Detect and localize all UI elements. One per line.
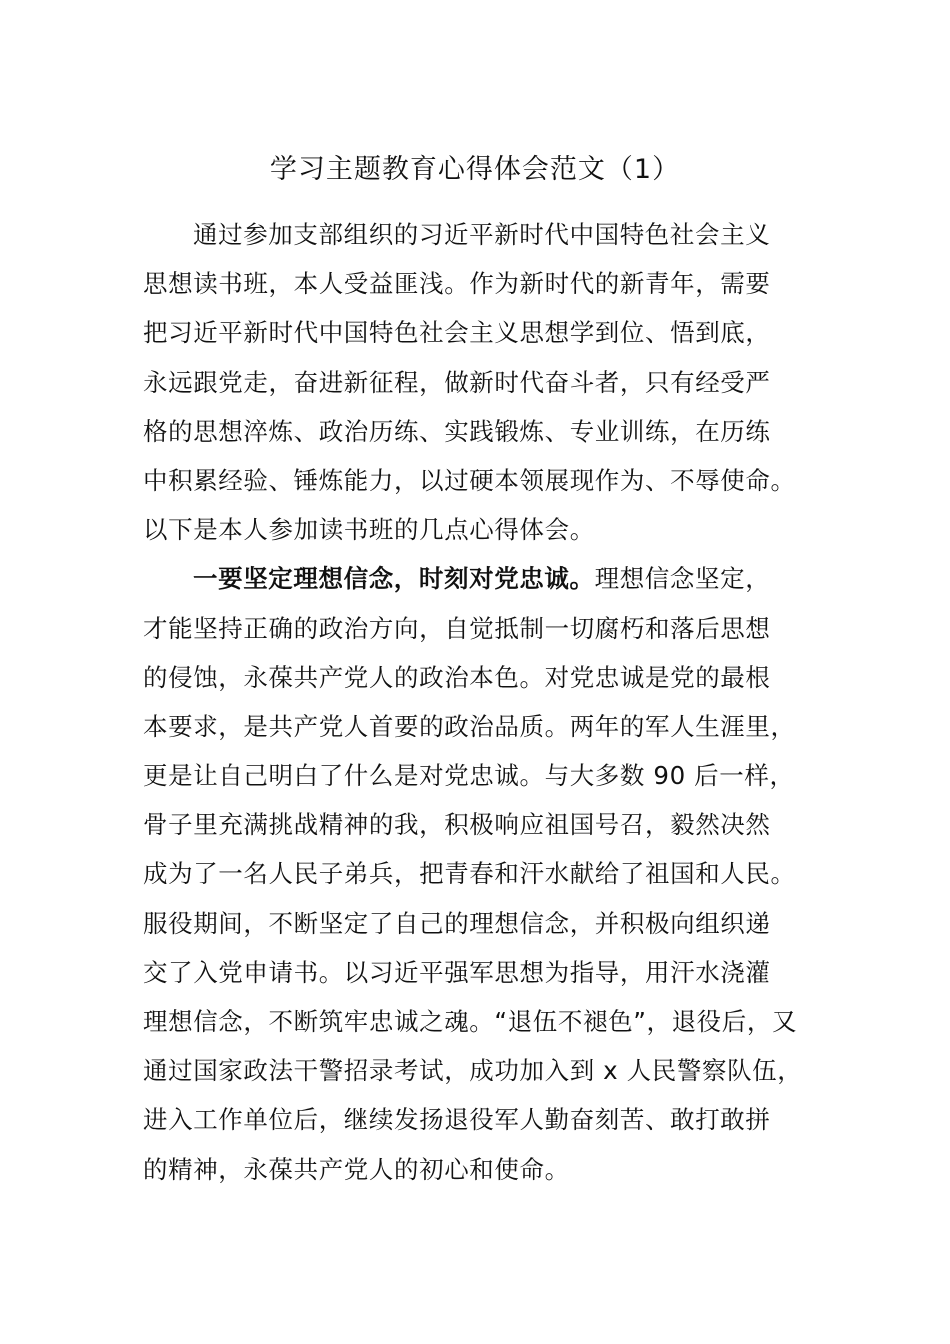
- paragraph-line: 中积累经验、锤炼能力，以过硬本领展现作为、不辱使命。: [143, 465, 796, 495]
- paragraph-line: 思想读书班，本人受益匪浅。作为新时代的新青年，需要: [143, 269, 771, 299]
- paragraph-line: 成为了一名人民子弟兵，把青春和汗水献给了祖国和人民。: [143, 859, 796, 889]
- paragraph-line: 的侵蚀，永葆共产党人的政治本色。对党忠诚是党的最根: [143, 662, 771, 692]
- paragraph-line: 本要求，是共产党人首要的政治品质。两年的军人生涯里，: [143, 711, 796, 741]
- paragraph-line: 格的思想淬炼、政治历练、实践锻炼、专业训练，在历练: [143, 416, 771, 446]
- paragraph-line: [143, 554, 808, 603]
- paragraph-1: [143, 210, 808, 554]
- paragraph-line: 交了入党申请书。以习近平强军思想为指导，用汗水浇灌: [143, 957, 771, 987]
- paragraph-line: 把习近平新时代中国特色社会主义思想学到位、悟到底，: [143, 318, 771, 348]
- document-title: 学习主题教育心得体会范文（1）: [269, 154, 681, 185]
- paragraph-line: 更是让自己明白了什么是对党忠诚。与大多数 90 后一样，: [143, 761, 795, 791]
- paragraph-line: 骨子里充满挑战精神的我，积极响应祖国号召，毅然决然: [143, 810, 771, 840]
- paragraph-line: 通过参加支部组织的习近平新时代中国特色社会主义: [193, 220, 771, 249]
- section-heading: 一要坚定理想信念，时刻对党忠诚。: [193, 564, 595, 594]
- paragraph-line: 以下是本人参加读书班的几点心得体会。: [143, 515, 595, 545]
- paragraph-line: 永远跟党走，奋进新征程，做新时代奋斗者，只有经受严: [143, 367, 771, 397]
- paragraph-line: 通过国家政法干警招录考试，成功加入到 x 人民警察队伍，: [143, 1056, 803, 1086]
- paragraph-line: 理想信念，不断筑牢忠诚之魂。“退伍不褪色”，退役后，又: [143, 1007, 798, 1036]
- paragraph-line: 的精神，永葆共产党人的初心和使命。: [143, 1154, 570, 1184]
- paragraph-line: 才能坚持正确的政治方向，自觉抵制一切腐朽和落后思想: [143, 613, 771, 643]
- paragraph-line: 服役期间，不断坚定了自己的理想信念，并积极向组织递: [143, 908, 771, 938]
- paragraph-line: 进入工作单位后，继续发扬退役军人勤奋刻苦、敢打敢拼: [143, 1105, 771, 1135]
- document-body: [143, 210, 808, 1194]
- paragraph-text: 理想信念坚定，: [594, 564, 771, 594]
- paragraph-2: [143, 554, 808, 1193]
